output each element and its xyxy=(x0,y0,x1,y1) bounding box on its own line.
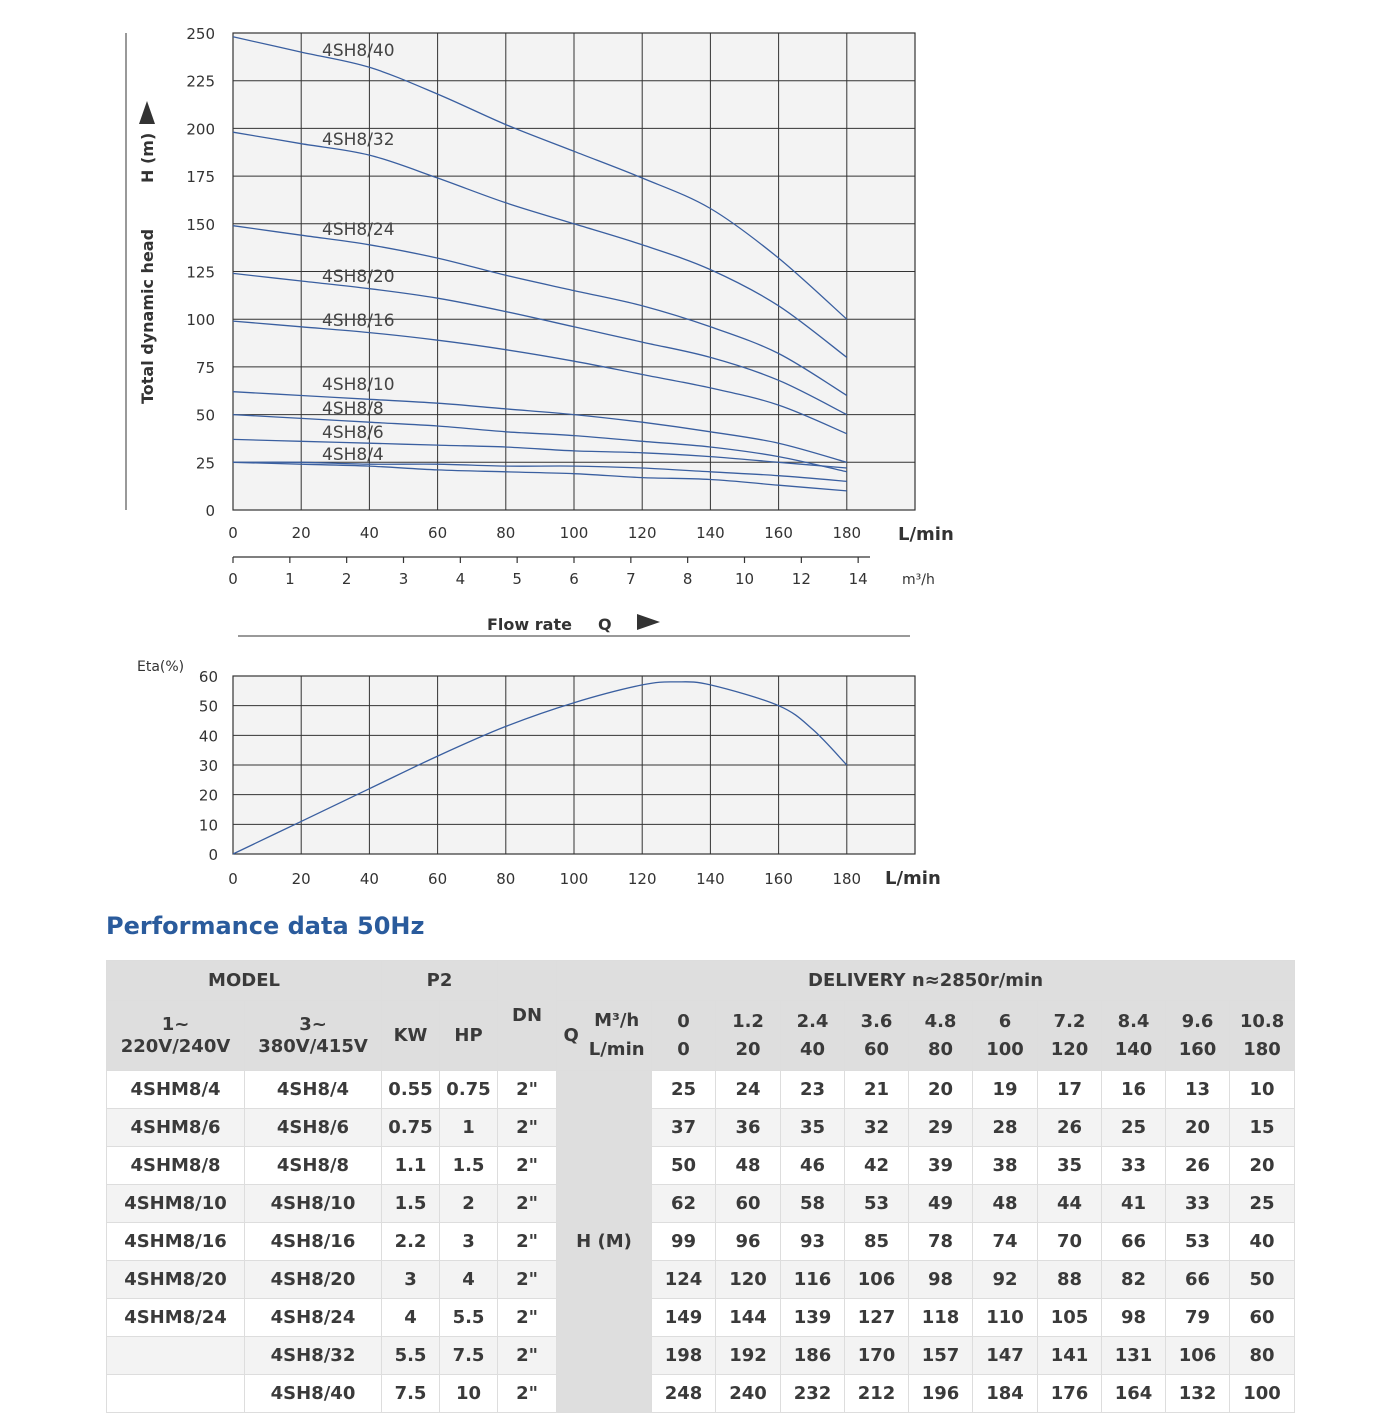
flow-rate-symbol: Q xyxy=(598,615,612,634)
flow-m3h-tick-label: 12 xyxy=(791,570,811,588)
delivery-lmin-value: 60 xyxy=(863,1038,890,1060)
model-three-phase-cell: 4SH8/8 xyxy=(245,1147,382,1185)
delivery-m3h-value: 6 xyxy=(998,1010,1012,1032)
dn-cell: 2" xyxy=(498,1185,557,1223)
head-value-cell: 70 xyxy=(1038,1223,1102,1261)
head-value-cell: 32 xyxy=(845,1109,909,1147)
head-value-cell: 53 xyxy=(1166,1223,1230,1261)
head-value-cell: 21 xyxy=(845,1071,909,1109)
dn-cell: 2" xyxy=(498,1261,557,1299)
head-value-cell: 139 xyxy=(781,1299,845,1337)
head-value-cell: 92 xyxy=(973,1261,1038,1299)
head-value-cell: 38 xyxy=(973,1147,1038,1185)
head-x-tick-label: 180 xyxy=(832,524,862,542)
head-value-cell: 198 xyxy=(652,1337,716,1375)
header-three-phase xyxy=(245,1001,382,1071)
eta-x-tick-label: 100 xyxy=(559,870,589,888)
performance-data-title: Performance data 50Hz xyxy=(106,912,425,940)
head-x-tick-label: 160 xyxy=(764,524,793,542)
model-single-phase-cell xyxy=(107,1337,245,1375)
head-value-cell: 20 xyxy=(1230,1147,1295,1185)
head-y-tick-label: 100 xyxy=(186,311,215,330)
head-y-tick-label: 125 xyxy=(186,263,215,282)
head-value-cell: 74 xyxy=(973,1223,1038,1261)
head-value-cell: 66 xyxy=(1166,1261,1230,1299)
delivery-m3h-value: 3.6 xyxy=(860,1010,893,1032)
head-y-tick-label: 0 xyxy=(205,502,215,520)
head-value-cell: 66 xyxy=(1102,1223,1166,1261)
header-delivery-point xyxy=(973,1001,1038,1071)
head-value-cell: 100 xyxy=(1230,1375,1295,1413)
eta-x-tick-label: 80 xyxy=(496,870,516,888)
head-value-cell: 13 xyxy=(1166,1071,1230,1109)
head-x-tick-label: 20 xyxy=(291,524,311,542)
delivery-m3h-value: 1.2 xyxy=(732,1010,764,1032)
model-single-phase-cell: 4SHM8/4 xyxy=(107,1071,245,1109)
head-value-cell: 19 xyxy=(973,1071,1038,1109)
delivery-point-values xyxy=(781,1008,844,1064)
head-value-cell: 98 xyxy=(909,1261,973,1299)
model-single-phase-cell: 4SHM8/6 xyxy=(107,1109,245,1147)
head-value-cell: 40 xyxy=(1230,1223,1295,1261)
head-curve-label: 4SH8/6 xyxy=(322,423,384,443)
table-row xyxy=(107,1109,1295,1147)
eta-y-tick-label: 40 xyxy=(198,727,218,746)
head-value-cell: 96 xyxy=(716,1223,781,1261)
header-delivery-point xyxy=(845,1001,909,1071)
head-value-cell: 15 xyxy=(1230,1109,1295,1147)
head-value-cell: 186 xyxy=(781,1337,845,1375)
header-q-units xyxy=(557,1001,652,1071)
head-value-cell: 17 xyxy=(1038,1071,1102,1109)
flow-m3h-tick-label: 8 xyxy=(682,570,693,588)
table-row xyxy=(107,1147,1295,1185)
model-single-phase-cell: 4SHM8/24 xyxy=(107,1299,245,1337)
model-single-phase-cell: 4SHM8/16 xyxy=(107,1223,245,1261)
head-value-cell: 232 xyxy=(781,1375,845,1413)
header-delivery-point xyxy=(652,1001,716,1071)
head-value-cell: 131 xyxy=(1102,1337,1166,1375)
hp-cell: 10 xyxy=(440,1375,498,1413)
header-delivery-point xyxy=(781,1001,845,1071)
head-x-unit-lmin: L/min xyxy=(898,524,954,545)
head-value-cell: 39 xyxy=(909,1147,973,1185)
head-value-cell: 116 xyxy=(781,1261,845,1299)
flow-m3h-tick-label: 3 xyxy=(398,570,409,588)
delivery-m3h-value: 8.4 xyxy=(1117,1010,1150,1032)
eta-x-tick-label: 180 xyxy=(832,870,862,888)
eta-x-tick-label: 40 xyxy=(359,870,379,888)
table-row xyxy=(107,1071,1295,1109)
model-three-phase-cell: 4SH8/6 xyxy=(245,1109,382,1147)
head-value-cell: 80 xyxy=(1230,1337,1295,1375)
model-three-phase-cell: 4SH8/40 xyxy=(245,1375,382,1413)
table-row xyxy=(107,1223,1295,1261)
delivery-point-values xyxy=(1230,1008,1294,1064)
flow-m3h-tick-label: 4 xyxy=(455,570,466,588)
delivery-point-values xyxy=(973,1008,1037,1064)
eta-y-tick-label: 50 xyxy=(198,697,218,716)
hp-cell: 3 xyxy=(440,1223,498,1261)
head-y-tick-label: 175 xyxy=(186,168,215,187)
head-value-cell: 35 xyxy=(781,1109,845,1147)
head-value-cell: 141 xyxy=(1038,1337,1102,1375)
head-value-cell: 50 xyxy=(652,1147,716,1185)
performance-table xyxy=(106,960,1295,1413)
table-row xyxy=(107,1185,1295,1223)
delivery-m3h-value: 10.8 xyxy=(1239,1010,1285,1032)
hp-cell: 1 xyxy=(440,1109,498,1147)
head-axis-title: Total dynamic head xyxy=(138,228,157,404)
head-y-tick-label: 250 xyxy=(186,25,215,43)
delivery-lmin-value: 0 xyxy=(677,1038,690,1060)
head-value-cell: 42 xyxy=(845,1147,909,1185)
header-kw: KW xyxy=(382,1001,440,1071)
head-y-tick-label: 25 xyxy=(195,454,215,473)
eta-x-tick-label: 0 xyxy=(228,870,238,888)
head-y-tick-label: 200 xyxy=(186,120,215,139)
eta-x-tick-label: 20 xyxy=(291,870,311,888)
head-curve-chart xyxy=(126,25,954,636)
flow-m3h-tick-label: 7 xyxy=(626,570,636,588)
head-value-cell: 149 xyxy=(652,1299,716,1337)
head-value-cell: 93 xyxy=(781,1223,845,1261)
hp-cell: 2 xyxy=(440,1185,498,1223)
delivery-lmin-value: 40 xyxy=(799,1038,826,1060)
dn-cell: 2" xyxy=(498,1071,557,1109)
delivery-lmin-value: 180 xyxy=(1243,1038,1281,1060)
head-value-cell: 25 xyxy=(1230,1185,1295,1223)
delivery-lmin-value: 120 xyxy=(1050,1038,1089,1060)
head-value-cell: 62 xyxy=(652,1185,716,1223)
model-three-phase-cell: 4SH8/4 xyxy=(245,1071,382,1109)
delivery-lmin-value: 100 xyxy=(986,1038,1024,1060)
head-value-cell: 33 xyxy=(1102,1147,1166,1185)
head-value-cell: 157 xyxy=(909,1337,973,1375)
head-x-tick-label: 60 xyxy=(428,524,448,542)
head-value-cell: 41 xyxy=(1102,1185,1166,1223)
eta-y-tick-label: 20 xyxy=(198,786,218,805)
model-single-phase-cell: 4SHM8/20 xyxy=(107,1261,245,1299)
delivery-lmin-value: 20 xyxy=(735,1038,761,1060)
head-value-cell: 10 xyxy=(1230,1071,1295,1109)
delivery-point-values xyxy=(716,1008,780,1064)
model-three-phase-cell: 4SH8/10 xyxy=(245,1185,382,1223)
model-three-phase-cell: 4SH8/24 xyxy=(245,1299,382,1337)
eta-y-title: Eta(%) xyxy=(137,659,185,675)
head-x-tick-label: 0 xyxy=(228,524,238,542)
model-single-phase-cell: 4SHM8/10 xyxy=(107,1185,245,1223)
head-curve-label: 4SH8/40 xyxy=(322,41,395,61)
head-value-cell: 25 xyxy=(1102,1109,1166,1147)
head-x-tick-label: 100 xyxy=(559,524,589,542)
flow-m3h-tick-label: 6 xyxy=(569,570,579,588)
table-row xyxy=(107,1261,1295,1299)
head-value-cell: 60 xyxy=(1230,1299,1295,1337)
head-value-cell: 88 xyxy=(1038,1261,1102,1299)
kw-cell: 1.1 xyxy=(382,1147,440,1185)
delivery-point-values xyxy=(1102,1008,1165,1064)
model-three-phase-cell: 4SH8/32 xyxy=(245,1337,382,1375)
eta-y-tick-label: 60 xyxy=(198,668,218,686)
head-arrow-icon xyxy=(139,101,155,124)
eta-y-tick-label: 0 xyxy=(208,846,218,864)
head-value-cell: 78 xyxy=(909,1223,973,1261)
flow-m3h-tick-label: 10 xyxy=(734,570,755,588)
head-value-cell: 26 xyxy=(1166,1147,1230,1185)
head-value-cell: 58 xyxy=(781,1185,845,1223)
flow-m3h-tick-label: 14 xyxy=(848,570,868,588)
head-value-cell: 105 xyxy=(1038,1299,1102,1337)
model-three-phase-cell: 4SH8/16 xyxy=(245,1223,382,1261)
head-value-cell: 20 xyxy=(1166,1109,1230,1147)
delivery-point-values xyxy=(845,1008,908,1064)
eta-x-tick-label: 120 xyxy=(627,870,657,888)
head-value-cell: 99 xyxy=(652,1223,716,1261)
head-value-cell: 36 xyxy=(716,1109,781,1147)
kw-cell: 1.5 xyxy=(382,1185,440,1223)
head-value-cell: 110 xyxy=(973,1299,1038,1337)
flow-m3h-tick-label: 0 xyxy=(228,570,238,588)
delivery-lmin-value: 160 xyxy=(1178,1038,1217,1060)
head-value-cell: 240 xyxy=(716,1375,781,1413)
delivery-point-values xyxy=(1038,1008,1101,1064)
model-single-phase-cell xyxy=(107,1375,245,1413)
delivery-lmin-value: 80 xyxy=(927,1038,954,1060)
head-value-cell: 20 xyxy=(909,1071,973,1109)
head-y-tick-label: 225 xyxy=(186,72,215,91)
head-value-cell: 23 xyxy=(781,1071,845,1109)
head-value-cell: 85 xyxy=(845,1223,909,1261)
table-row xyxy=(107,1299,1295,1337)
eta-x-tick-label: 60 xyxy=(428,870,448,888)
hp-cell: 4 xyxy=(440,1261,498,1299)
flow-m3h-tick-label: 5 xyxy=(512,570,522,588)
header-p2: P2 xyxy=(382,961,498,1001)
kw-cell: 3 xyxy=(382,1261,440,1299)
flow-m3h-tick-label: 2 xyxy=(341,570,352,588)
header-delivery: DELIVERY n≈2850r/min xyxy=(557,961,1295,1001)
head-label-cell: H (M) xyxy=(557,1071,652,1413)
head-value-cell: 46 xyxy=(781,1147,845,1185)
head-curve-label: 4SH8/24 xyxy=(322,220,395,240)
head-curve-label: 4SH8/10 xyxy=(322,375,395,395)
head-curve-label: 4SH8/4 xyxy=(322,445,384,465)
eta-x-tick-label: 160 xyxy=(764,870,793,888)
efficiency-chart xyxy=(137,659,941,889)
delivery-m3h-value: 2.4 xyxy=(796,1010,829,1032)
head-value-cell: 53 xyxy=(845,1185,909,1223)
head-value-cell: 24 xyxy=(716,1071,781,1109)
head-x-tick-label: 140 xyxy=(696,524,725,542)
head-x-tick-label: 40 xyxy=(359,524,379,542)
hp-cell: 5.5 xyxy=(440,1299,498,1337)
delivery-point-values xyxy=(1166,1008,1229,1064)
head-value-cell: 164 xyxy=(1102,1375,1166,1413)
kw-cell: 5.5 xyxy=(382,1337,440,1375)
head-value-cell: 98 xyxy=(1102,1299,1166,1337)
table-row xyxy=(107,1337,1295,1375)
head-axis-unit: H (m) xyxy=(138,132,157,183)
header-delivery-point xyxy=(1230,1001,1295,1071)
hp-cell: 0.75 xyxy=(440,1071,498,1109)
header-delivery-point xyxy=(1102,1001,1166,1071)
header-three-phase-label: 3~ xyxy=(299,1013,327,1035)
head-value-cell: 144 xyxy=(716,1299,781,1337)
kw-cell: 4 xyxy=(382,1299,440,1337)
head-value-cell: 33 xyxy=(1166,1185,1230,1223)
head-value-cell: 118 xyxy=(909,1299,973,1337)
head-y-tick-label: 75 xyxy=(195,358,215,377)
header-delivery-point xyxy=(716,1001,781,1071)
delivery-m3h-value: 0 xyxy=(677,1010,690,1032)
header-single-phase xyxy=(107,1001,245,1071)
dn-cell: 2" xyxy=(498,1109,557,1147)
head-curve-label: 4SH8/32 xyxy=(322,130,395,150)
head-value-cell: 35 xyxy=(1038,1147,1102,1185)
head-value-cell: 79 xyxy=(1166,1299,1230,1337)
delivery-m3h-value: 4.8 xyxy=(924,1010,957,1032)
header-three-phase-voltage: 380V/415V xyxy=(258,1035,368,1057)
head-y-tick-label: 50 xyxy=(195,406,215,425)
header-q: Q xyxy=(563,1024,579,1046)
flow-arrow-icon xyxy=(637,614,660,630)
head-value-cell: 176 xyxy=(1038,1375,1102,1413)
head-value-cell: 48 xyxy=(716,1147,781,1185)
head-value-cell: 25 xyxy=(652,1071,716,1109)
head-value-cell: 82 xyxy=(1102,1261,1166,1299)
flow-rate-title: Flow rate xyxy=(487,615,572,634)
table-row xyxy=(107,1375,1295,1413)
kw-cell: 7.5 xyxy=(382,1375,440,1413)
head-x2-unit-m3h: m³/h xyxy=(902,572,935,588)
head-value-cell: 50 xyxy=(1230,1261,1295,1299)
header-delivery-point xyxy=(1038,1001,1102,1071)
head-value-cell: 147 xyxy=(973,1337,1038,1375)
head-value-cell: 132 xyxy=(1166,1375,1230,1413)
head-value-cell: 37 xyxy=(652,1109,716,1147)
head-value-cell: 184 xyxy=(973,1375,1038,1413)
head-value-cell: 28 xyxy=(973,1109,1038,1147)
header-unit-lmin: L/min xyxy=(588,1038,645,1060)
head-value-cell: 124 xyxy=(652,1261,716,1299)
head-curve-label: 4SH8/8 xyxy=(322,399,384,419)
head-value-cell: 196 xyxy=(909,1375,973,1413)
head-curve-label: 4SH8/20 xyxy=(322,267,395,287)
head-value-cell: 106 xyxy=(1166,1337,1230,1375)
dn-cell: 2" xyxy=(498,1337,557,1375)
head-value-cell: 127 xyxy=(845,1299,909,1337)
delivery-m3h-value: 7.2 xyxy=(1053,1010,1086,1032)
head-value-cell: 16 xyxy=(1102,1071,1166,1109)
model-three-phase-cell: 4SH8/20 xyxy=(245,1261,382,1299)
dn-cell: 2" xyxy=(498,1375,557,1413)
dn-cell: 2" xyxy=(498,1223,557,1261)
eta-y-tick-label: 30 xyxy=(198,757,218,775)
head-value-cell: 120 xyxy=(716,1261,781,1299)
head-y-tick-label: 150 xyxy=(186,215,215,234)
kw-cell: 2.2 xyxy=(382,1223,440,1261)
head-x-tick-label: 80 xyxy=(496,524,516,542)
head-x-tick-label: 120 xyxy=(627,524,657,542)
hp-cell: 7.5 xyxy=(440,1337,498,1375)
delivery-m3h-value: 9.6 xyxy=(1181,1010,1214,1032)
header-single-phase-voltage: 220V/240V xyxy=(120,1035,231,1057)
model-single-phase-cell: 4SHM8/8 xyxy=(107,1147,245,1185)
head-value-cell: 49 xyxy=(909,1185,973,1223)
header-delivery-point xyxy=(909,1001,973,1071)
head-value-cell: 48 xyxy=(973,1185,1038,1223)
header-single-phase-label: 1~ xyxy=(161,1013,190,1035)
delivery-point-values xyxy=(909,1008,972,1064)
dn-cell: 2" xyxy=(498,1147,557,1185)
delivery-point-values xyxy=(652,1008,715,1064)
head-value-cell: 26 xyxy=(1038,1109,1102,1147)
hp-cell: 1.5 xyxy=(440,1147,498,1185)
head-value-cell: 248 xyxy=(652,1375,716,1413)
header-model: MODEL xyxy=(107,961,382,1001)
head-value-cell: 212 xyxy=(845,1375,909,1413)
flow-m3h-tick-label: 1 xyxy=(285,570,295,588)
head-value-cell: 29 xyxy=(909,1109,973,1147)
head-value-cell: 170 xyxy=(845,1337,909,1375)
header-dn: DN xyxy=(498,961,557,1071)
header-unit-m3h: M³/h xyxy=(594,1009,640,1031)
kw-cell: 0.75 xyxy=(382,1109,440,1147)
eta-y-tick-label: 10 xyxy=(198,816,218,835)
head-value-cell: 106 xyxy=(845,1261,909,1299)
head-value-cell: 60 xyxy=(716,1185,781,1223)
head-curve-label: 4SH8/16 xyxy=(322,311,395,331)
head-value-cell: 44 xyxy=(1038,1185,1102,1223)
header-hp: HP xyxy=(440,1001,498,1071)
eta-x-unit-lmin: L/min xyxy=(885,868,941,889)
delivery-lmin-value: 140 xyxy=(1114,1038,1153,1060)
kw-cell: 0.55 xyxy=(382,1071,440,1109)
header-delivery-point xyxy=(1166,1001,1230,1071)
head-value-cell: 192 xyxy=(716,1337,781,1375)
eta-x-tick-label: 140 xyxy=(696,870,725,888)
dn-cell: 2" xyxy=(498,1299,557,1337)
